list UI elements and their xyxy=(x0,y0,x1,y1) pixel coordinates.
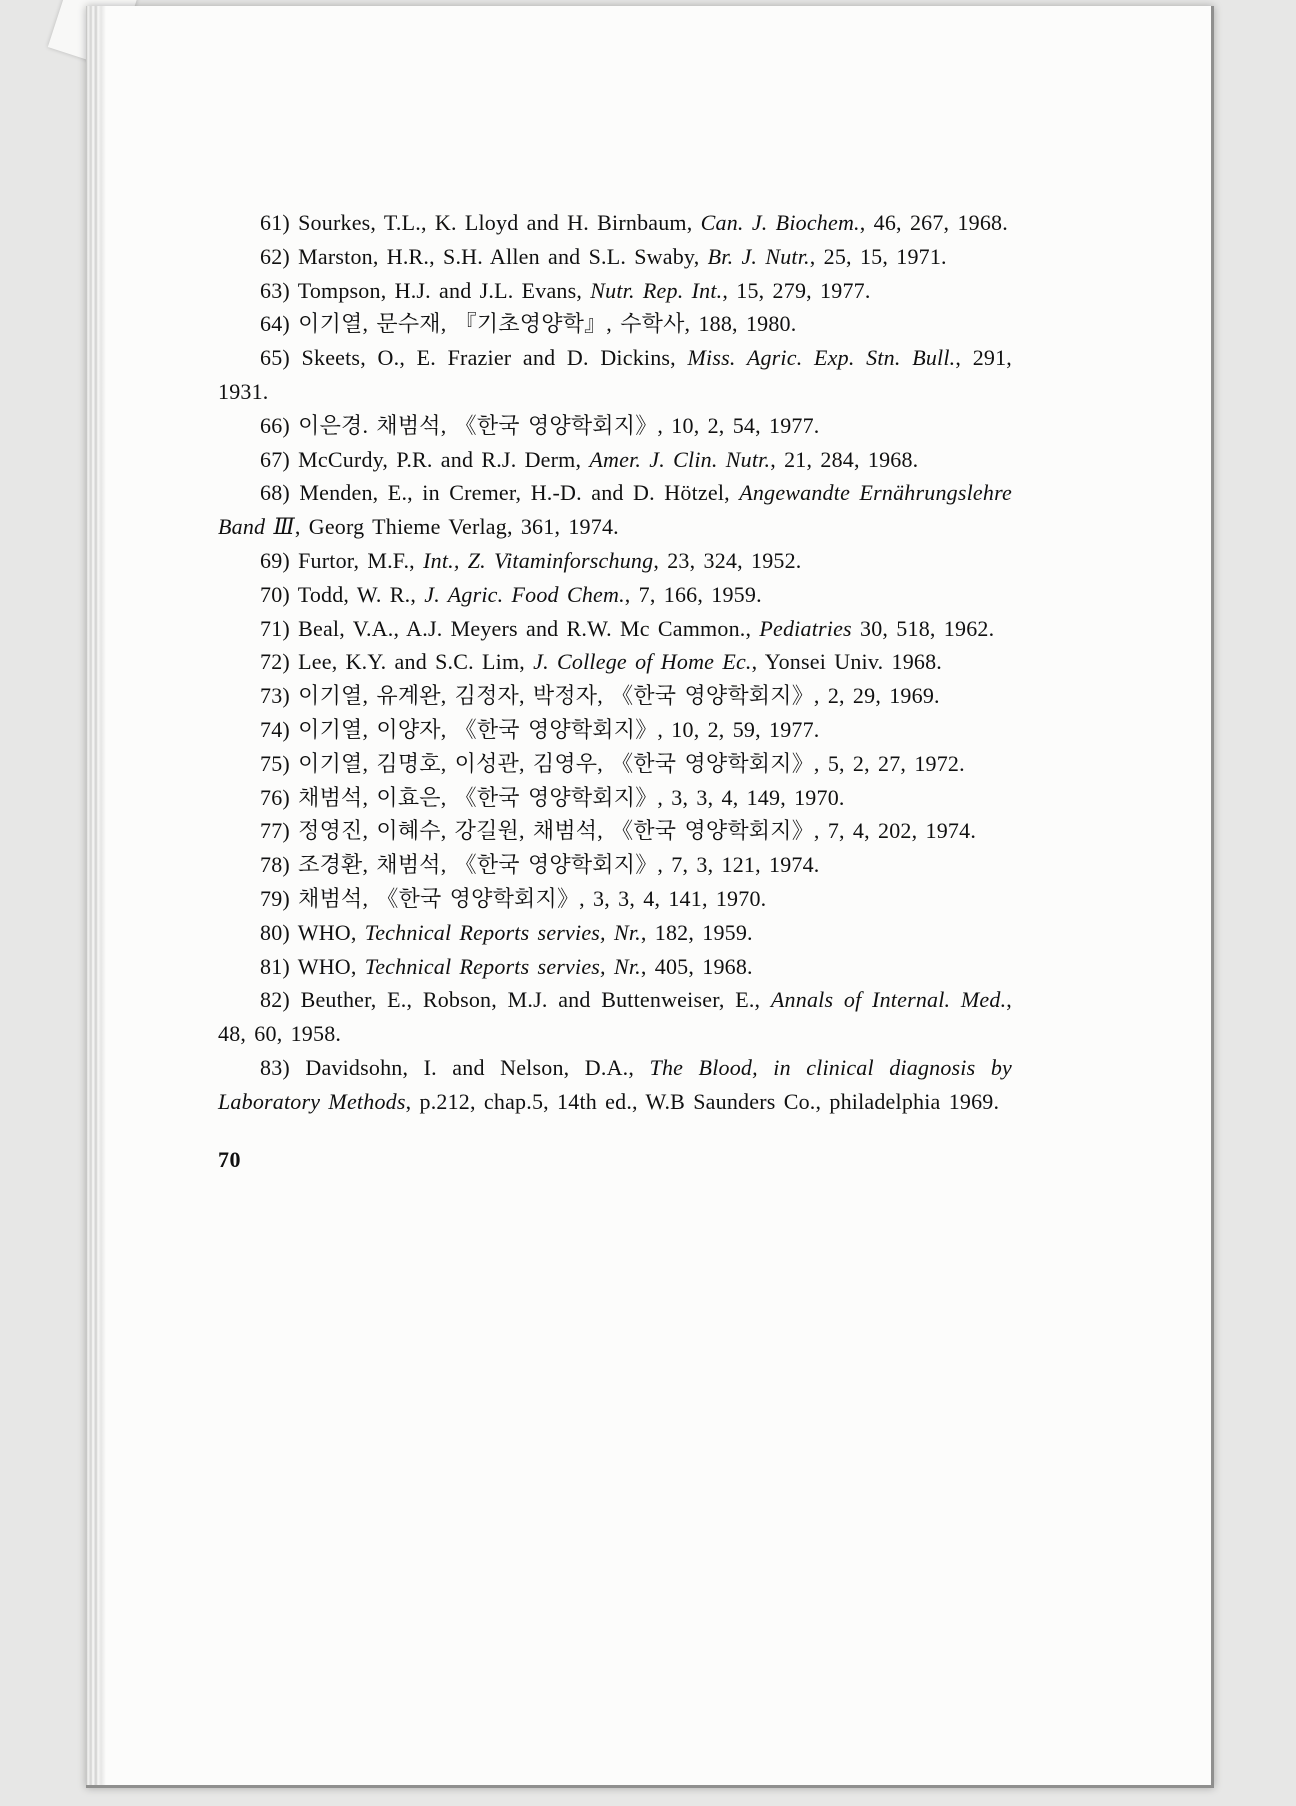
reference-title-italic: The Blood, in clinical diagnosis by Laboratory Methods xyxy=(218,1054,1012,1114)
reference-title-italic: Can. J. Biochem. xyxy=(700,210,860,235)
reference-text: , Yonsei Univ. 1968. xyxy=(751,649,943,675)
scanned-page xyxy=(86,6,1214,1788)
reference-text: 79) 채범석, 《한국 영양학회지》, 3, 3, 4, 141, 1970. xyxy=(260,885,767,911)
reference-text: 78) 조경환, 채범석, 《한국 영양학회지》, 7, 3, 121, 1974. xyxy=(260,852,820,878)
reference-text: 67) McCurdy, P.R. and R.J. Derm, xyxy=(260,446,590,472)
reference-item xyxy=(218,645,1012,679)
reference-text: 75) 이기열, 김명호, 이성관, 김영우, 《한국 영양학회지》, 5, 2, 27, 1972. xyxy=(260,750,965,776)
reference-title-italic: Amer. J. Clin. Nutr. xyxy=(589,446,771,472)
reference-text: , 25, 15, 1971. xyxy=(809,243,947,269)
reference-text: , 15, 279, 1977. xyxy=(722,277,871,303)
reference-text: 71) Beal, V.A., A.J. Meyers and R.W. Mc Cammon., xyxy=(260,615,760,641)
reference-text: 81) WHO, xyxy=(260,953,365,979)
reference-text: 30, 518, 1962. xyxy=(851,615,995,641)
reference-item xyxy=(218,713,1012,747)
reference-text: , 7, 166, 1959. xyxy=(624,581,762,607)
reference-item xyxy=(218,950,1012,984)
reference-title-italic: J. Agric. Food Chem. xyxy=(424,581,625,607)
reference-text: , 48, 60, 1958. xyxy=(218,987,1012,1047)
reference-title-italic: J. College of Home Ec. xyxy=(533,649,752,675)
reference-item xyxy=(218,443,1012,477)
reference-title-italic: Annals of Internal. Med. xyxy=(770,987,1007,1013)
reference-item xyxy=(218,206,1012,240)
reference-text: , Georg Thieme Verlag, 361, 1974. xyxy=(294,514,619,540)
reference-text: 66) 이은경. 채범석, 《한국 영양학회지》, 10, 2, 54, 1977. xyxy=(260,412,820,438)
reference-text: 83) Davidsohn, I. and Nelson, D.A., xyxy=(260,1054,650,1080)
reference-text: 76) 채범석, 이효은, 《한국 영양학회지》, 3, 3, 4, 149, 1970. xyxy=(260,784,845,810)
reference-text: , 23, 324, 1952. xyxy=(653,547,802,573)
reference-text: , 291, 1931. xyxy=(218,345,1013,404)
reference-item xyxy=(218,409,1012,443)
reference-item xyxy=(218,274,1012,308)
reference-item xyxy=(218,848,1012,882)
reference-item xyxy=(218,240,1012,274)
reference-title-italic: Pediatries xyxy=(759,615,852,641)
reference-text: 68) Menden, E., in Cremer, H.-D. and D. Hötzel, xyxy=(260,480,740,506)
reference-item xyxy=(218,1051,1012,1119)
reference-item xyxy=(218,544,1012,578)
reference-title-italic: Technical Reports servies, Nr. xyxy=(364,919,641,945)
reference-text: 73) 이기열, 유계완, 김정자, 박정자, 《한국 영양학회지》, 2, 29, 1969. xyxy=(260,683,940,709)
reference-text: 62) Marston, H.R., S.H. Allen and S.L. Swaby, xyxy=(260,243,708,269)
page-number-label: 70 xyxy=(218,1146,241,1172)
reference-text: , p.212, chap.5, 14th ed., W.B Saunders Co., philadelphia 1969. xyxy=(405,1088,1000,1114)
reference-text: 65) Skeets, O., E. Frazier and D. Dickins, xyxy=(260,345,688,371)
reference-text: 70) Todd, W. R., xyxy=(260,581,425,607)
reference-item xyxy=(218,679,1012,713)
reference-item xyxy=(218,476,1012,544)
reference-title-italic: Miss. Agric. Exp. Stn. Bull. xyxy=(687,345,956,371)
reference-item xyxy=(218,916,1012,950)
reference-text: 80) WHO, xyxy=(260,919,365,945)
references-list xyxy=(218,206,1012,1119)
reference-item xyxy=(218,983,1012,1051)
reference-item xyxy=(218,612,1012,646)
reference-text: , 182, 1959. xyxy=(640,919,753,945)
reference-item xyxy=(218,781,1012,815)
reference-text: 69) Furtor, M.F., xyxy=(260,547,424,573)
reference-item xyxy=(218,747,1012,781)
reference-item xyxy=(218,882,1012,916)
reference-title-italic: Nutr. Rep. Int. xyxy=(590,277,723,303)
reference-text: , 405, 1968. xyxy=(640,953,753,979)
reference-item xyxy=(218,814,1012,848)
reference-text: , 46, 267, 1968. xyxy=(859,210,1008,235)
reference-title-italic: Br. J. Nutr. xyxy=(707,243,810,269)
reference-title-italic: Technical Reports servies, Nr. xyxy=(364,953,641,979)
reference-text: 61) Sourkes, T.L., K. Lloyd and H. Birnbaum, xyxy=(260,210,701,235)
reference-text: 77) 정영진, 이혜수, 강길원, 채범석, 《한국 영양학회지》, 7, 4, 202, 1974. xyxy=(260,818,977,844)
book-page-stack-edge xyxy=(86,6,106,1785)
reference-text: 74) 이기열, 이양자, 《한국 영양학회지》, 10, 2, 59, 1977. xyxy=(260,716,820,742)
reference-text: 64) 이기열, 문수재, 『기초영양학』, 수학사, 188, 1980. xyxy=(260,311,797,337)
reference-text: , 21, 284, 1968. xyxy=(770,446,919,472)
reference-text: 82) Beuther, E., Robson, M.J. and Buttenweiser, E., xyxy=(260,987,771,1013)
reference-title-italic: Int., Z. Vitaminforschung xyxy=(423,547,654,573)
reference-text: 72) Lee, K.Y. and S.C. Lim, xyxy=(260,649,534,675)
reference-title-italic: Angewandte Ernährungslehre Band Ⅲ xyxy=(218,480,1012,540)
reference-item xyxy=(218,307,1012,341)
reference-item xyxy=(218,578,1012,612)
references-section xyxy=(218,206,1012,1173)
reference-item xyxy=(218,341,1012,409)
reference-text: 63) Tompson, H.J. and J.L. Evans, xyxy=(260,277,591,303)
